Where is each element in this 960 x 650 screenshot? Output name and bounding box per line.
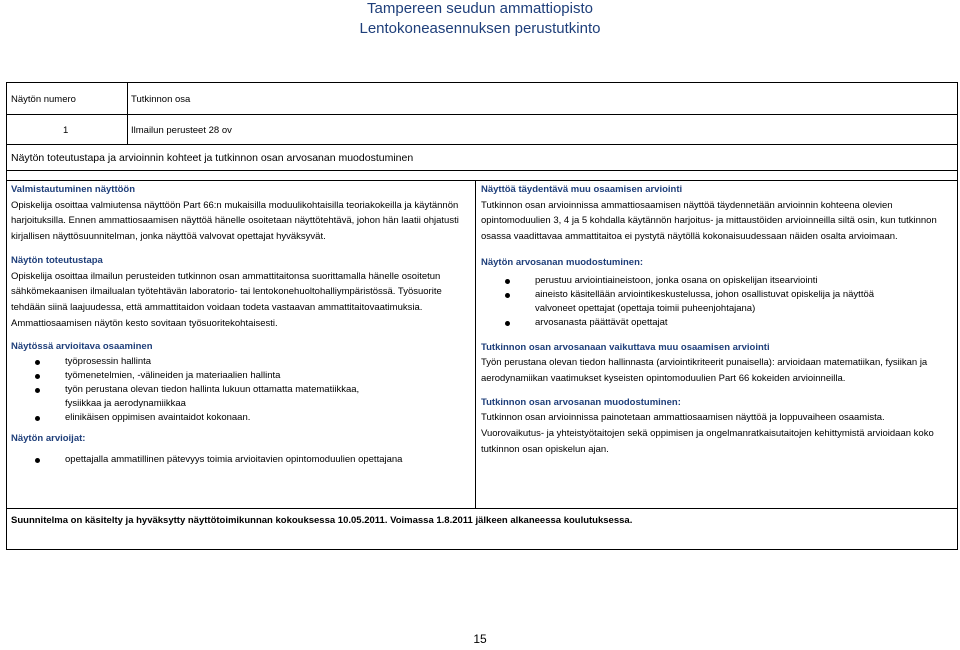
column-divider	[475, 180, 476, 508]
page-number: 15	[473, 632, 487, 646]
assessed-skills-heading: Näytössä arvioitava osaaminen	[11, 341, 153, 353]
complementary-assessment-heading: Näyttöä täydentävä muu osaamisen arviointi	[481, 184, 683, 195]
unit-header: Tutkinnon osa	[131, 94, 191, 105]
implementation-heading: Näytön toteutustapa	[11, 254, 103, 266]
list-item: perustuu arviointiaineistoon, jonka osana on opiskelijan itsearviointi	[481, 274, 901, 288]
other-assessment-text: Työn perustana olevan tiedon hallinnasta (arviointikriteerit punaisella): arvioidaan matematiikan, fysiikan ja aerodynamiikan vaatimukset kyseisten opintomoduulien Part 66 kokeiden arvioinneilla.	[481, 357, 928, 384]
test-number-header: Näytön numero	[11, 94, 76, 105]
assessors-list	[11, 453, 461, 467]
column-divider	[127, 83, 128, 144]
row-divider	[7, 170, 957, 171]
unit-name: Ilmailun perusteet 28 ov	[131, 125, 232, 136]
approval-note: Suunnitelma on käsitelty ja hyväksytty näyttötoimikunnan kokouksessa 10.05.2011. Voimassa 1.8.2011 jälkeen alkaneessa koulutuksessa.	[11, 515, 633, 526]
assessors-heading: Näytön arvioijat:	[11, 433, 86, 445]
list-item: opettajalla ammatillinen pätevyys toimia arvioitavien opintomoduulien opettajana	[11, 453, 461, 467]
row-divider	[7, 180, 957, 181]
prep-heading: Valmistautuminen näyttöön	[11, 184, 136, 195]
row-divider	[7, 144, 957, 145]
other-assessment-heading: Tutkinnon osan arvosanaan vaikuttava muu osaamisen arviointi	[481, 341, 770, 353]
right-column	[481, 182, 949, 457]
list-item: työn perustana olevan tiedon hallinta lukuun ottamatta matematiikkaa, fysiikkaa ja aerodynamiikkaa	[11, 383, 391, 411]
row-divider	[7, 114, 957, 115]
test-number: 1	[63, 125, 69, 136]
unit-grade-text: Tutkinnon osan arvioinnissa painotetaan ammattiosaamisen näyttöä ja loppuvaiheen osaamista. Vuorovaikutus- ja yhteistyötaitojen sekä oppimisen ja ongelmanratkaisutaitojen kehittymistä arvioidaan koko tutkinnon osan opiskelun ajan.	[481, 412, 934, 455]
row-divider	[7, 508, 957, 509]
assessment-table	[6, 82, 958, 550]
institution-name: Tampereen seudun ammattiopisto	[367, 0, 593, 17]
list-item: elinikäisen oppimisen avaintaidot kokonaan.	[11, 411, 391, 425]
complementary-assessment-text: Tutkinnon osan arvioinnissa ammattiosaamisen näyttöä täydennetään arvioinnin kohteena olevien opintomoduulien 3, 4 ja 5 kohdalla käytännön harjoitus- ja mittaustöiden arvioinneilla siltä osin, kun tutkinnon osassa vaadittavaa ammattitaitoa ei pystytä näytöllä kokonaisuudessaan näiden osalta arvioimaan.	[481, 199, 937, 243]
qualification-name: Lentokoneasennuksen perustutkinto	[359, 20, 601, 37]
list-item: työmenetelmien, -välineiden ja materiaalien hallinta	[11, 369, 391, 383]
prep-text: Opiskelija osoittaa valmiutensa näyttöön Part 66:n mukaisilla moduulikohtaisilla teoriakokeilla ja käytännön harjoituksilla. Ennen ammattiosaamisen näyttöä hänelle osoitetaan näyttötehtävä, johon hän laatii ohjatusti kirjallisen näyttösuunnitelman, jonka näyttöä valvovat opettajat hyväksyvät.	[11, 199, 459, 243]
section-title: Näytön toteutustapa ja arvioinnin kohteet ja tutkinnon osan arvosanan muodostuminen	[11, 152, 414, 164]
implementation-text: Opiskelija osoittaa ilmailun perusteiden tutkinnon osan ammattitaitonsa suorittamalla hänelle osoitetun sähkömekaanisen ilmailualan työtehtävän laboratorio- tai lentokonehuoltohalliympäristössä. Työsuorite tehdään siinä laajuudessa, että ammattitaidon voidaan todeta vastaavan ammattitaitovaatimuksia. Ammattiosaamisen näytön kesto sovitaan työsuoritekohtaisesti.	[11, 270, 442, 329]
assessed-skills-list	[11, 355, 391, 425]
unit-grade-heading: Tutkinnon osan arvosanan muodostuminen:	[481, 396, 681, 408]
list-item: arvosanasta päättävät opettajat	[481, 316, 901, 330]
list-item: aineisto käsitellään arviointikeskustelussa, johon osallistuvat opiskelija ja näyttöä valvoneet opettajat (opettaja toimii puheenjohtajana)	[481, 288, 901, 316]
left-column	[11, 182, 461, 467]
grade-formation-heading: Näytön arvosanan muodostuminen:	[481, 256, 644, 268]
grade-formation-list	[481, 274, 901, 330]
list-item: työprosessin hallinta	[11, 355, 391, 369]
